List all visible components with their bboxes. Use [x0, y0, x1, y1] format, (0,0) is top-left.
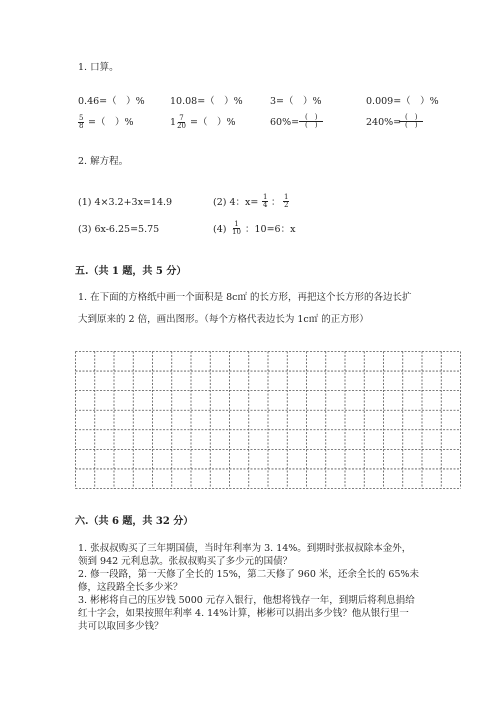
fraction-denominator: 8 [79, 122, 84, 130]
fraction-denominator: ( ) [305, 121, 318, 129]
q1-item-8-pre: 240%= [366, 117, 402, 128]
problem-3-line-2: 红十字会，如果按照年利率 4. 14%计算，彬彬可以捐出多少钱？他从银行里一 [78, 608, 409, 619]
fraction-denominator: 4 [263, 201, 268, 209]
equation-4-post: ：10=6：x [245, 224, 296, 235]
problem-3-line-1: 3. 彬彬将自己的压岁钱 5000 元存入银行，他想将钱存一年，到期后将利息捐给 [78, 595, 415, 606]
q1-item-6-whole: 1 [170, 117, 177, 128]
equation-4-pre: (4) [213, 224, 227, 235]
section-5-line-2: 大到原来的 2 倍，画出图形。（每个方格代表边长为 1c㎡ 的正方形） [78, 314, 369, 325]
equation-1: (1) 4×3.2+3x=14.9 [78, 197, 173, 208]
problem-1-line-1: 1. 张叔叔购买了三年期国债，当时年利率为 3. 14%。到期时张叔叔除本金外， [78, 543, 412, 554]
q1-item-7-fraction [299, 114, 323, 129]
section-5-line-1: 1. 在下面的方格纸中画一个面积是 8c㎡ 的长方形，再把这个长方形的各边长扩 [78, 292, 412, 303]
fraction-numerator: ( ) [399, 114, 423, 122]
problem-2-line-1: 2. 修一段路，第一天修了全长的 15%，第二天修了 960 米，还余全长的 65%未 [78, 569, 420, 580]
equation-2-mid: ： [271, 197, 281, 208]
q1-item-2: 10.08=（ ）% [170, 96, 243, 107]
q1-item-3: 3=（ ）% [270, 96, 322, 107]
equation-4-fraction [232, 221, 241, 236]
q1-item-7-pre: 60%= [270, 117, 300, 128]
fraction-numerator: 7 [179, 114, 184, 122]
q1-item-4: 0.009=（ ）% [366, 96, 439, 107]
problem-1-line-2: 领到 942 元利息款。张叔叔购买了多少元的国债？ [78, 556, 293, 567]
fraction-denominator: 10 [232, 228, 241, 236]
q1-item-6-fraction [177, 115, 186, 130]
fraction-numerator: 1 [263, 193, 268, 201]
q1-item-6-rest: =（ ）% [190, 117, 236, 128]
graph-paper-grid[interactable] [75, 351, 461, 489]
section-6-heading: 六.（共 6 题，共 32 分） [75, 516, 194, 527]
fraction-numerator: ( ) [299, 114, 323, 122]
fraction-numerator: 1 [234, 220, 239, 228]
q1-item-5-rest: =（ ）% [88, 117, 134, 128]
q1-title: 1. 口算。 [78, 62, 119, 73]
equation-3: (3) 6x-6.25=5.75 [78, 224, 160, 235]
problem-2-line-2: 修，这段路全长多少米？ [78, 582, 183, 593]
q2-title: 2. 解方程。 [78, 156, 129, 167]
problem-3-line-3: 共可以取回多少钱？ [78, 621, 164, 632]
section-5-heading: 五.（共 1 题，共 5 分） [75, 266, 187, 277]
equation-2-pre: (2) 4：x= [213, 197, 259, 208]
fraction-denominator: ( ) [405, 121, 418, 129]
q1-item-1: 0.46=（ ）% [78, 96, 145, 107]
fraction-numerator: 5 [79, 114, 84, 122]
equation-2-fraction-b [283, 194, 289, 209]
fraction-denominator: 20 [177, 122, 186, 130]
fraction-numerator: 1 [284, 193, 289, 201]
fraction-denominator: 2 [284, 201, 289, 209]
q1-item-8-fraction [399, 114, 423, 129]
equation-2-fraction-a [262, 194, 268, 209]
q1-item-5-fraction [78, 115, 84, 130]
